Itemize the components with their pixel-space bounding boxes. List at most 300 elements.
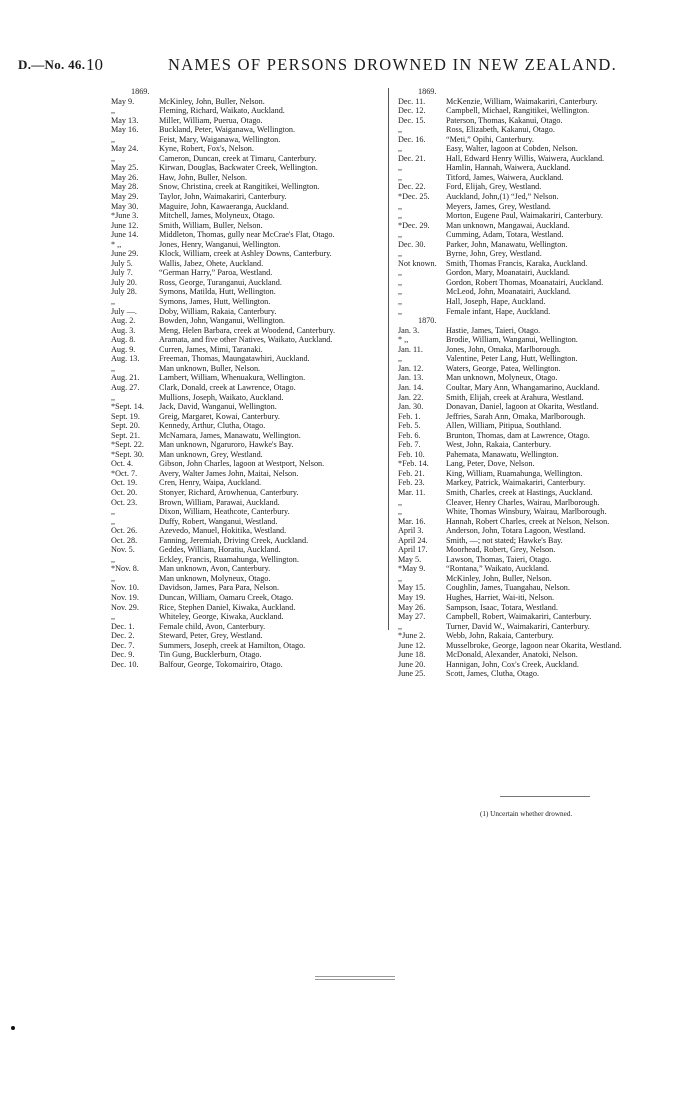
list-item [111, 469, 379, 479]
list-item [398, 154, 680, 164]
entry-name: Freeman, Thomas, Maungatawhiri, Auckland. [159, 354, 310, 364]
entry-date: Feb. 10. [398, 449, 425, 459]
entry-date: May 25. [111, 163, 139, 173]
list-item [398, 421, 680, 431]
year-heading: 1870. [418, 316, 437, 326]
entry-date: Aug. 13. [111, 354, 140, 364]
entry-date: ,, [111, 363, 116, 373]
list-item [398, 622, 680, 632]
entry-name: Klock, William, creek at Ashley Downs, Canterbury. [159, 249, 332, 259]
entry-date: Dec. 10. [111, 659, 139, 669]
entry-date: *Nov. 8. [111, 564, 139, 574]
entry-date: Aug. 2. [111, 316, 136, 326]
list-item [398, 498, 680, 508]
entry-date: Oct. 4. [111, 459, 134, 469]
list-item [398, 650, 680, 660]
entry-date: May 28. [111, 182, 139, 192]
entry-name: Avery, Walter James John, Maitai, Nelson. [159, 468, 299, 478]
list-item [398, 259, 680, 269]
entry-name: Ford, Elijah, Grey, Westland. [446, 182, 542, 192]
entry-date: ,, [398, 163, 403, 173]
entry-date: ,, [111, 392, 116, 402]
entry-date: Sept. 20. [111, 421, 140, 431]
entry-date: ,, [111, 516, 116, 526]
list-item [111, 154, 379, 164]
entry-date: Sept. 19. [111, 411, 140, 421]
entry-name: Smith, Elijah, creek at Arahura, Westland. [446, 392, 584, 402]
entry-date: Aug. 9. [111, 344, 136, 354]
entry-name: Symons, Matilda, Hutt, Wellington. [159, 287, 276, 297]
entry-date: Nov. 29. [111, 602, 139, 612]
entry-date: Dec. 12. [398, 106, 426, 116]
entry-name: Jeffries, Sarah Ann, Omaka, Marlborough. [446, 411, 586, 421]
entry-name: Davidson, James, Para Para, Nelson. [159, 583, 280, 593]
list-item [111, 316, 379, 326]
entry-name: Jones, Henry, Wanganui, Wellington. [159, 239, 281, 249]
list-item [111, 345, 379, 355]
list-item [398, 354, 680, 364]
entry-date: May 24. [111, 144, 139, 154]
entry-name: Ross, George, Turanganui, Auckland. [159, 277, 282, 287]
entry-date: ,, [111, 106, 116, 116]
entry-date: ,, [398, 354, 403, 364]
entry-date: ,, [398, 573, 403, 583]
list-item [111, 393, 379, 403]
entry-name: Hannigan, John, Cox's Creek, Auckland. [446, 659, 579, 669]
entry-name: Anderson, John, Totara Lagoon, Westland. [446, 526, 586, 536]
list-item [111, 421, 379, 431]
list-item [111, 431, 379, 441]
list-item [398, 478, 680, 488]
entry-name: Campbell, Michael, Rangitikei, Wellington. [446, 106, 590, 116]
list-item [398, 450, 680, 460]
list-item [398, 345, 680, 355]
entry-name: Haw, John, Buller, Nelson. [159, 172, 248, 182]
list-item [111, 631, 379, 641]
entry-date: Dec. 11. [398, 96, 426, 106]
entry-date: Aug. 3. [111, 325, 136, 335]
list-item [111, 287, 379, 297]
list-item [398, 192, 680, 202]
entry-date: Dec. 21. [398, 153, 426, 163]
list-item [398, 287, 680, 297]
entry-date: June 12. [398, 640, 426, 650]
entry-date: ,, [398, 125, 403, 135]
entry-name: Lang, Peter, Dove, Nelson. [446, 459, 535, 469]
entry-name: Snow, Christina, creek at Rangitikei, Wellington. [159, 182, 320, 192]
entry-date: Feb. 23. [398, 478, 425, 488]
entry-date: Jan. 11. [398, 344, 423, 354]
list-item [398, 383, 680, 393]
list-item [111, 240, 379, 250]
list-item [111, 660, 379, 670]
entry-name: Parker, John, Manawatu, Wellington. [446, 239, 568, 249]
list-item [398, 669, 680, 679]
list-item [111, 641, 379, 651]
entry-date: June 20. [398, 659, 426, 669]
entry-date: ,, [398, 306, 403, 316]
entry-date: ,, [111, 134, 116, 144]
list-item [398, 182, 680, 192]
entry-name: Mullions, Joseph, Waikato, Auckland. [159, 392, 284, 402]
entry-name: Smith, Thomas Francis, Karaka, Auckland. [446, 258, 588, 268]
entry-name: Feist, Mary, Waiganawa, Wellington. [159, 134, 281, 144]
entry-date: April 3. [398, 526, 424, 536]
entry-name: Hall, Edward Henry Willis, Waiwera, Auckland. [446, 153, 605, 163]
column-divider [388, 88, 389, 630]
entry-name: “Rontana,” Waikato, Auckland. [446, 564, 550, 574]
entry-name: Coughlin, James, Tuangahau, Nelson. [446, 583, 570, 593]
list-item [111, 459, 379, 469]
list-item [398, 97, 680, 107]
entry-name: “Meti,” Opihi, Canterbury. [446, 134, 534, 144]
list-item [111, 354, 379, 364]
entry-name: Kyne, Robert, Fox's, Nelson. [159, 144, 254, 154]
entry-name: Meyers, James, Grey, Westland. [446, 201, 551, 211]
entry-name: Man unknown, Grey, Westland. [159, 449, 263, 459]
entry-name: Cumming, Adam, Totara, Westland. [446, 230, 564, 240]
list-item [111, 650, 379, 660]
list-item [111, 259, 379, 269]
entry-name: Ross, Elizabeth, Kakanui, Otago. [446, 125, 555, 135]
list-item [111, 182, 379, 192]
list-item [398, 364, 680, 374]
entry-name: Lambert, William, Whenuakura, Wellington. [159, 373, 306, 383]
entry-name: West, John, Rakaia, Canterbury. [446, 440, 551, 450]
entry-date: Feb. 7. [398, 440, 421, 450]
entry-date: Nov. 10. [111, 583, 139, 593]
entry-name: McNamara, James, Manawatu, Wellington. [159, 430, 301, 440]
entry-name: Hamlin, Hannah, Waiwera, Auckland. [446, 163, 571, 173]
entry-date: ,, [398, 287, 403, 297]
list-item [111, 402, 379, 412]
entry-date: ,, [398, 249, 403, 259]
footnote-divider [500, 796, 590, 797]
entry-date: *June 3. [111, 211, 139, 221]
entry-date: Not known. [398, 258, 437, 268]
entry-date: Nov. 5. [111, 545, 135, 555]
entry-name: Waters, George, Patea, Wellington. [446, 363, 561, 373]
entry-name: Maguire, John, Kawaeranga, Auckland. [159, 201, 289, 211]
entry-date: Oct. 19. [111, 478, 138, 488]
left-column [111, 87, 379, 669]
list-item [111, 307, 379, 317]
entry-name: Scott, James, Clutha, Otago. [446, 669, 540, 679]
list-item [111, 412, 379, 422]
list-item [111, 574, 379, 584]
entry-date: ,, [111, 153, 116, 163]
entry-date: Jan. 13. [398, 373, 424, 383]
list-item [398, 412, 680, 422]
page-number: 10 [86, 55, 103, 74]
entry-name: Fleming, Richard, Waikato, Auckland. [159, 106, 285, 116]
entry-date: *Dec. 29. [398, 220, 430, 230]
entry-date: Dec. 9. [111, 650, 135, 660]
page-title: NAMES OF PERSONS DROWNED IN NEW ZEALAND. [168, 55, 618, 74]
list-item [111, 478, 379, 488]
entry-name: Hughes, Harriet, Wai-iti, Nelson. [446, 592, 555, 602]
entry-date: ,, [398, 230, 403, 240]
entry-name: Greig, Margaret, Kowai, Canterbury. [159, 411, 280, 421]
list-item [111, 211, 379, 221]
entry-name: Byrne, John, Grey, Westland. [446, 249, 542, 259]
entry-name: Donavan, Daniel, lagoon at Okarita, Westland. [446, 402, 599, 412]
page-header [18, 55, 678, 77]
entry-date: May 30. [111, 201, 139, 211]
entry-name: Balfour, George, Tokomairiro, Otago. [159, 659, 283, 669]
list-item [398, 517, 680, 527]
entry-name: McKinley, John, Buller, Nelson. [159, 96, 265, 106]
entry-date: May 15. [398, 583, 426, 593]
entry-date: Jan. 3. [398, 325, 420, 335]
entry-date: ,, [398, 201, 403, 211]
entry-name: Easy, Walter, lagoon at Cobden, Nelson. [446, 144, 578, 154]
entry-date: Dec. 16. [398, 134, 426, 144]
entry-name: Miller, William, Puerua, Otago. [159, 115, 263, 125]
entry-date: Jan. 22. [398, 392, 424, 402]
entry-date: May 5. [398, 554, 422, 564]
list-item [111, 163, 379, 173]
entry-name: Cameron, Duncan, creek at Timaru, Canterbury. [159, 153, 317, 163]
list-item [111, 326, 379, 336]
list-item [111, 564, 379, 574]
list-item [111, 622, 379, 632]
entry-date: Mar. 11. [398, 487, 426, 497]
list-item [111, 488, 379, 498]
list-item [111, 555, 379, 565]
entry-date: May 27. [398, 612, 426, 622]
entry-date: June 12. [111, 220, 139, 230]
entry-name: Man unknown, Avon, Canterbury. [159, 564, 271, 574]
entry-name: Wallis, Jabez, Ohete, Auckland. [159, 258, 264, 268]
entry-name: Jones, John, Omaka, Marlborough. [446, 344, 561, 354]
entry-name: Buckland, Peter, Waiganawa, Wellington. [159, 125, 296, 135]
entry-date: * ,, [398, 335, 409, 345]
entry-date: May 26. [111, 172, 139, 182]
entry-date: Dec. 7. [111, 640, 135, 650]
entry-name: Hannah, Robert Charles, creek at Nelson, Nelson. [446, 516, 610, 526]
entry-name: Morton, Eugene Paul, Waimakariri, Canterbury. [446, 211, 603, 221]
entry-name: McKinley, John, Buller, Nelson. [446, 573, 552, 583]
entry-date: ,, [398, 497, 403, 507]
entry-date: May 19. [398, 592, 426, 602]
entry-date: June 29. [111, 249, 139, 259]
entry-date: ,, [111, 573, 116, 583]
entry-name: Symons, James, Hutt, Wellington. [159, 297, 271, 307]
entry-name: Doby, William, Rakaia, Canterbury. [159, 306, 277, 316]
entry-name: Auckland, John,(1) “Jed,” Nelson. [446, 192, 559, 202]
list-item [398, 116, 680, 126]
entry-date: * ,, [111, 239, 122, 249]
entry-date: ,, [398, 621, 403, 631]
list-item [111, 507, 379, 517]
list-item [398, 326, 680, 336]
entry-name: White, Thomas Winsbury, Wairau, Marlborough. [446, 507, 607, 517]
list-item [111, 440, 379, 450]
entry-name: Campbell, Robert, Waimakariri, Canterbury. [446, 612, 592, 622]
list-item [398, 402, 680, 412]
entry-name: Allen, William, Pitipua, Southland. [446, 421, 562, 431]
list-item [398, 335, 680, 345]
entry-date: ,, [398, 297, 403, 307]
entry-date: ,, [111, 554, 116, 564]
list-item [111, 97, 379, 107]
list-item [111, 593, 379, 603]
entry-date: Feb. 5. [398, 421, 421, 431]
list-item [398, 135, 680, 145]
list-item [398, 507, 680, 517]
list-item [398, 249, 680, 259]
list-item [398, 555, 680, 565]
entry-name: Brown, William, Parawai, Auckland. [159, 497, 280, 507]
list-item [111, 373, 379, 383]
list-item [398, 240, 680, 250]
entry-name: Dixon, William, Heathcote, Canterbury. [159, 507, 290, 517]
entry-name: “German Harry,” Paroa, Westland. [159, 268, 273, 278]
list-item [111, 612, 379, 622]
entry-name: Brodie, William, Wanganui, Wellington. [446, 335, 578, 345]
entry-date: July 5. [111, 258, 133, 268]
entry-date: Dec. 22. [398, 182, 426, 192]
list-item [398, 526, 680, 536]
entry-date: Dec. 1. [111, 621, 135, 631]
list-item [111, 173, 379, 183]
list-item [111, 125, 379, 135]
end-rule [315, 979, 395, 980]
entry-name: Paterson, Thomas, Kakanui, Otago. [446, 115, 563, 125]
list-item [398, 488, 680, 498]
entry-date: ,, [111, 612, 116, 622]
year-heading: 1869. [418, 87, 437, 96]
entry-date: *Feb. 14. [398, 459, 429, 469]
entry-name: Musselbroke, George, lagoon near Okarita, Westland. [446, 640, 622, 650]
entry-name: Smith, Charles, creek at Hastings, Auckland. [446, 487, 593, 497]
entry-name: Gordon, Mary, Moanatairi, Auckland. [446, 268, 570, 278]
list-item [111, 192, 379, 202]
list-item [111, 526, 379, 536]
list-item [111, 278, 379, 288]
entry-name: Man unknown, Ngaruroro, Hawke's Bay. [159, 440, 294, 450]
list-item [111, 383, 379, 393]
entry-date: ,, [398, 268, 403, 278]
entry-name: McDonald, Alexander, Anatoki, Nelson. [446, 650, 578, 660]
entry-name: Curren, James, Mimi, Taranaki. [159, 344, 263, 354]
list-item [398, 211, 680, 221]
list-item [111, 517, 379, 527]
entry-name: Valentine, Peter Lang, Hutt, Wellington. [446, 354, 578, 364]
entry-date: April 17. [398, 545, 428, 555]
entry-name: Female infant, Hape, Auckland. [446, 306, 551, 316]
entry-date: Dec. 2. [111, 631, 135, 641]
list-item [398, 583, 680, 593]
entry-date: June 25. [398, 669, 426, 679]
list-item [111, 106, 379, 116]
entry-name: Eckley, Francis, Ruamahunga, Wellington. [159, 554, 299, 564]
list-item [398, 307, 680, 317]
entry-date: Jan. 12. [398, 363, 424, 373]
entry-date: ,, [398, 507, 403, 517]
list-item [398, 545, 680, 555]
end-rule [315, 976, 395, 977]
entry-date: Nov. 19. [111, 592, 139, 602]
entry-name: Man unknown, Molyneux, Otago. [446, 373, 558, 383]
entry-date: May 26. [398, 602, 426, 612]
entry-name: Whiteley, George, Kiwaka, Auckland. [159, 612, 284, 622]
entry-name: Taylor, John, Waimakariri, Canterbury. [159, 192, 287, 202]
entry-name: Kennedy, Arthur, Clutha, Otago. [159, 421, 266, 431]
list-item [398, 593, 680, 603]
list-item [111, 135, 379, 145]
entry-date: ,, [111, 507, 116, 517]
entry-date: *Sept. 30. [111, 449, 144, 459]
entry-name: Webb, John, Rakaia, Canterbury. [446, 631, 554, 641]
list-item [111, 297, 379, 307]
entry-name: Smith, —; not stated; Hawke's Bay. [446, 535, 563, 545]
entry-name: Gibson, John Charles, lagoon at Westport, Nelson. [159, 459, 325, 469]
entry-date: Oct. 26. [111, 526, 138, 536]
entry-date: *Oct. 7. [111, 468, 138, 478]
entry-name: Aramata, and five other Natives, Waikato, Auckland. [159, 335, 333, 345]
entry-date: July 7. [111, 268, 133, 278]
list-item [111, 583, 379, 593]
entry-date: Sept. 21. [111, 430, 140, 440]
entry-name: Duncan, William, Oamaru Creek, Otago. [159, 592, 294, 602]
footnote: (1) Uncertain whether drowned. [480, 810, 573, 818]
entry-name: Mitchell, James, Molyneux, Otago. [159, 211, 275, 221]
entry-date: Feb. 6. [398, 430, 421, 440]
entry-name: Man unknown, Molyneux, Otago. [159, 573, 271, 583]
entry-name: Man unknown, Mangawai, Auckland. [446, 220, 570, 230]
entry-date: Aug. 8. [111, 335, 136, 345]
entry-name: Titford, James, Waiwera, Auckland. [446, 172, 564, 182]
list-item [398, 125, 680, 135]
entry-date: Jan. 30. [398, 402, 424, 412]
entry-name: Meng, Helen Barbara, creek at Woodend, Canterbury. [159, 325, 335, 335]
list-item [398, 230, 680, 240]
entry-name: Hall, Joseph, Hape, Auckland. [446, 297, 546, 307]
entry-name: Brunton, Thomas, dam at Lawrence, Otago. [446, 430, 590, 440]
entry-date: July 28. [111, 287, 137, 297]
entry-date: June 18. [398, 650, 426, 660]
entry-name: Geddes, William, Horatiu, Auckland. [159, 545, 281, 555]
entry-date: Jan. 14. [398, 382, 424, 392]
list-item [111, 536, 379, 546]
series-label: D.—No. 46. [18, 57, 86, 72]
list-item [398, 603, 680, 613]
entry-name: Duffy, Robert, Wanganui, Westland. [159, 516, 278, 526]
right-column [398, 87, 680, 679]
entry-name: Markey, Patrick, Waimakariri, Canterbury. [446, 478, 586, 488]
list-item [398, 660, 680, 670]
entry-name: Cren, Henry, Waipa, Auckland. [159, 478, 262, 488]
entry-date: Aug. 21. [111, 373, 140, 383]
entry-date: Dec. 15. [398, 115, 426, 125]
entry-date: ,, [111, 297, 116, 307]
entry-date: ,, [398, 211, 403, 221]
list-item [111, 116, 379, 126]
entry-date: *Sept. 22. [111, 440, 144, 450]
list-item [398, 564, 680, 574]
list-item [111, 603, 379, 613]
entry-name: Clark, Donald, creek at Lawrence, Otago. [159, 382, 296, 392]
entry-date: Dec. 30. [398, 239, 426, 249]
list-item [111, 230, 379, 240]
entry-date: *Sept. 14. [111, 402, 144, 412]
list-item [111, 335, 379, 345]
list-item [111, 545, 379, 555]
list-item [111, 144, 379, 154]
list-item [398, 440, 680, 450]
